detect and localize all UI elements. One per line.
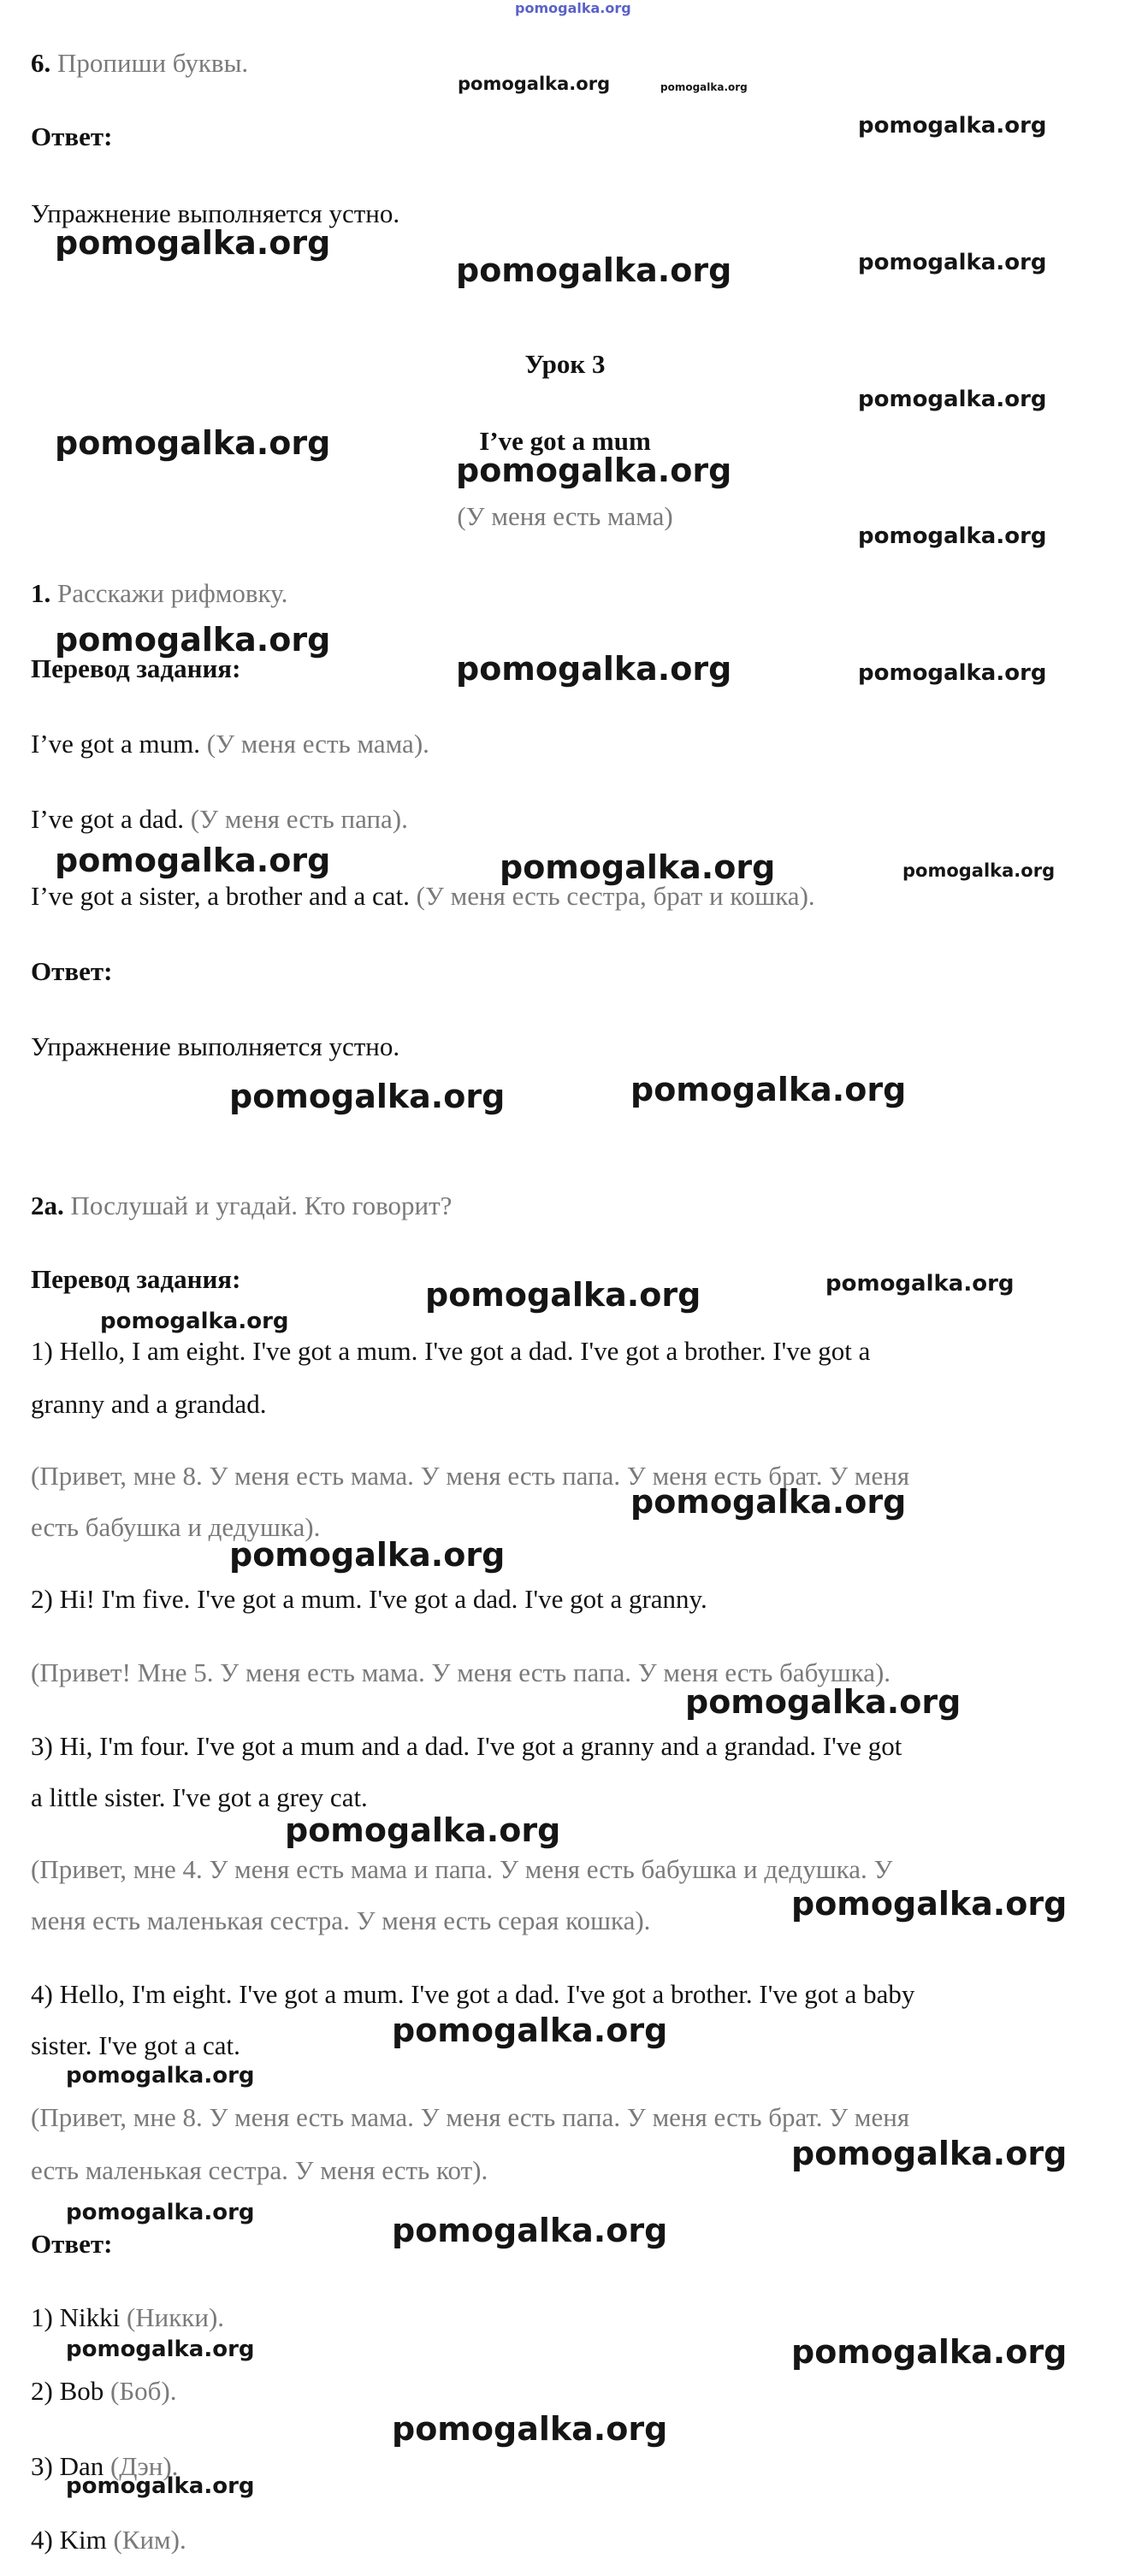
watermark: pomogalka.org bbox=[630, 1483, 907, 1521]
lesson-subtitle-translation: (У меня есть мама) bbox=[457, 501, 673, 531]
ex2a-item-ru: меня есть маленькая сестра. У меня есть серая кошка). bbox=[31, 1905, 651, 1935]
watermark: pomogalka.org bbox=[100, 1309, 289, 1334]
watermark: pomogalka.org bbox=[66, 2473, 255, 2499]
ex2a-answer: 1) Nikki (Никки). bbox=[31, 2302, 225, 2332]
watermark: pomogalka.org bbox=[858, 523, 1047, 549]
ex2a-item-ru: (Привет, мне 8. У меня есть мама. У меня есть папа. У меня есть брат. У меня bbox=[31, 1461, 910, 1491]
lesson-subtitle: I’ve got a mum bbox=[479, 426, 651, 456]
watermark: pomogalka.org bbox=[791, 2135, 1068, 2172]
watermark: pomogalka.org bbox=[458, 74, 611, 94]
ex2a-item-ru: есть бабушка и дедушка). bbox=[31, 1512, 321, 1542]
watermark: pomogalka.org bbox=[456, 650, 732, 688]
ex2a-answer: 3) Dan (Дэн). bbox=[31, 2451, 179, 2481]
watermark: pomogalka.org bbox=[392, 2212, 668, 2249]
watermark: pomogalka.org bbox=[55, 621, 331, 659]
ex1-line: I’ve got a mum. (У меня есть мама). bbox=[31, 729, 429, 759]
ex2a-answer: 4) Kim (Ким). bbox=[31, 2525, 186, 2555]
ex1-line: I’ve got a sister, a brother and a cat. (У меня есть сестра, брат и кошка). bbox=[31, 881, 815, 911]
ex1-answer-label: Ответ: bbox=[31, 956, 113, 986]
ex1-translation-label: Перевод задания: bbox=[31, 653, 241, 683]
watermark: pomogalka.org bbox=[55, 842, 331, 879]
watermark: pomogalka.org bbox=[685, 1683, 961, 1721]
ex2a-item-en: 2) Hi! I'm five. I've got a mum. I've got a dad. I've got a granny. bbox=[31, 1584, 707, 1614]
ex2a-answer: 2) Bob (Боб). bbox=[31, 2376, 177, 2406]
watermark: pomogalka.org bbox=[456, 251, 732, 289]
ex2a-item-en: a little sister. I've got a grey cat. bbox=[31, 1782, 368, 1812]
watermark: pomogalka.org bbox=[66, 2063, 255, 2089]
watermark: pomogalka.org bbox=[285, 1811, 561, 1849]
ex2a-item-en: 4) Hello, I'm eight. I've got a mum. I've got a dad. I've got a brother. I've got a baby bbox=[31, 1979, 915, 2009]
watermark: pomogalka.org bbox=[858, 387, 1047, 412]
lesson-title: Урок 3 bbox=[524, 349, 606, 379]
ex2a-item-en: sister. I've got a cat. bbox=[31, 2030, 240, 2060]
watermark: pomogalka.org bbox=[858, 113, 1047, 139]
ex2a-translation-label: Перевод задания: bbox=[31, 1264, 241, 1294]
watermark: pomogalka.org bbox=[66, 2200, 255, 2225]
ex6-answer-label: Ответ: bbox=[31, 121, 113, 151]
watermark: pomogalka.org bbox=[858, 250, 1047, 275]
ex2a-item-ru: (Привет! Мне 5. У меня есть мама. У меня есть папа. У меня есть бабушка). bbox=[31, 1657, 891, 1687]
watermark: pomogalka.org bbox=[825, 1271, 1015, 1297]
watermark: pomogalka.org bbox=[55, 424, 331, 462]
watermark: pomogalka.org bbox=[229, 1078, 506, 1115]
ex2a-item-en: 3) Hi, I'm four. I've got a mum and a dad. I've got a granny and a grandad. I've got bbox=[31, 1731, 902, 1761]
watermark: pomogalka.org bbox=[456, 452, 732, 489]
ex6-answer: Упражнение выполняется устно. bbox=[31, 198, 400, 228]
ex2a-item-ru: есть маленькая сестра. У меня есть кот). bbox=[31, 2155, 488, 2185]
ex1-line: I’ve got a dad. (У меня есть папа). bbox=[31, 804, 408, 834]
watermark: pomogalka.org bbox=[902, 860, 1056, 881]
watermark: pomogalka.org bbox=[392, 2410, 668, 2448]
watermark: pomogalka.org bbox=[425, 1276, 701, 1314]
ex2a-task: 2a. Послушай и угадай. Кто говорит? bbox=[31, 1191, 453, 1220]
ex6-task: 6. Пропиши буквы. bbox=[31, 48, 249, 78]
ex2a-item-ru: (Привет, мне 8. У меня есть мама. У меня есть папа. У меня есть брат. У меня bbox=[31, 2102, 910, 2132]
watermark: pomogalka.org bbox=[660, 81, 748, 93]
watermark: pomogalka.org bbox=[791, 2333, 1068, 2371]
watermark: pomogalka.org bbox=[229, 1536, 506, 1574]
watermark: pomogalka.org bbox=[791, 1885, 1068, 1923]
watermark: pomogalka.org bbox=[858, 660, 1047, 686]
header-watermark: pomogalka.org bbox=[515, 0, 631, 16]
watermark: pomogalka.org bbox=[66, 2337, 255, 2362]
ex2a-item-ru: (Привет, мне 4. У меня есть мама и папа. У меня есть бабушка и дедушка. У bbox=[31, 1854, 893, 1884]
ex1-answer: Упражнение выполняется устно. bbox=[31, 1031, 400, 1061]
ex2a-answer-label: Ответ: bbox=[31, 2229, 113, 2259]
watermark: pomogalka.org bbox=[392, 2012, 668, 2049]
watermark: pomogalka.org bbox=[55, 224, 331, 262]
ex2a-item-en: granny and a grandad. bbox=[31, 1389, 267, 1419]
ex1-task: 1. Расскажи рифмовку. bbox=[31, 578, 288, 608]
watermark: pomogalka.org bbox=[500, 848, 776, 886]
watermark: pomogalka.org bbox=[630, 1071, 907, 1108]
ex2a-item-en: 1) Hello, I am eight. I've got a mum. I've got a dad. I've got a brother. I've got a bbox=[31, 1336, 871, 1366]
